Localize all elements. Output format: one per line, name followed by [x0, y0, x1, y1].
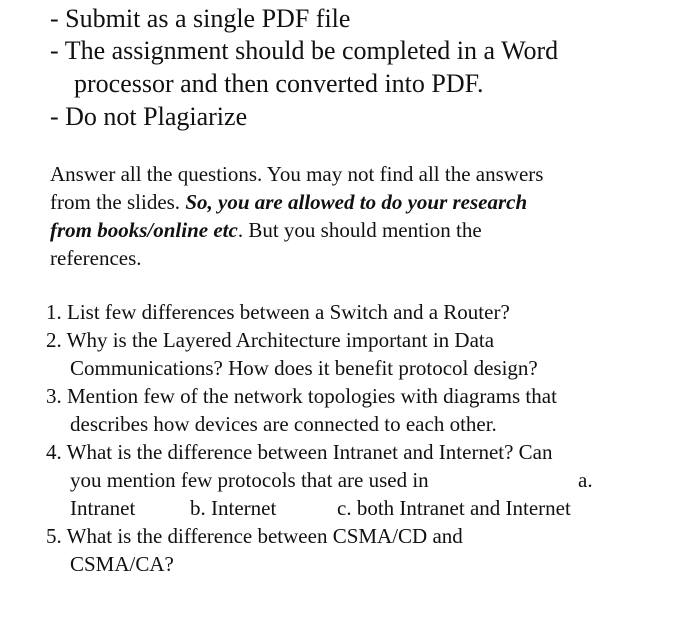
question-2: 2. Why is the Layered Architecture important in Data — [46, 328, 495, 352]
question-5: 5. What is the difference between CSMA/CD and — [46, 524, 463, 548]
intro-line-4: references. — [50, 246, 142, 270]
question-4-cont: you mention few protocols that are used in — [70, 468, 429, 492]
question-5-cont: CSMA/CA? — [70, 552, 174, 576]
intro-line-3 — [50, 220, 482, 241]
question-4-option-a: a. — [578, 468, 593, 492]
instruction-plagiarize: - Do not Plagiarize — [50, 102, 248, 131]
instruction-pdf: - Submit as a single PDF file — [50, 4, 351, 33]
instruction-word: - The assignment should be completed in a Word — [50, 36, 559, 65]
intro-line-1: Answer all the questions. You may not find all the answers — [50, 162, 544, 186]
intro-line-2-plain: from the slides. — [50, 190, 186, 214]
question-4-option-c: c. both Intranet and Internet — [337, 496, 571, 520]
question-4-intranet: Intranet — [70, 496, 136, 520]
question-1: 1. List few differences between a Switch and a Router? — [46, 300, 510, 324]
question-3-cont: describes how devices are connected to each other. — [70, 412, 497, 436]
intro-line-3-bold: from books/online etc — [50, 218, 238, 242]
question-2-cont: Communications? How does it benefit protocol design? — [70, 356, 538, 380]
intro-line-2-bold: So, you are allowed to do your research — [185, 190, 528, 214]
instruction-word-cont: processor and then converted into PDF. — [74, 69, 484, 98]
question-4-option-b: b. Internet — [190, 496, 277, 520]
intro-line-3-plain: . But you should mention the — [237, 218, 482, 242]
intro-line-2 — [50, 192, 527, 213]
question-3: 3. Mention few of the network topologies with diagrams that — [46, 384, 557, 408]
question-4: 4. What is the difference between Intranet and Internet? Can — [46, 440, 553, 464]
